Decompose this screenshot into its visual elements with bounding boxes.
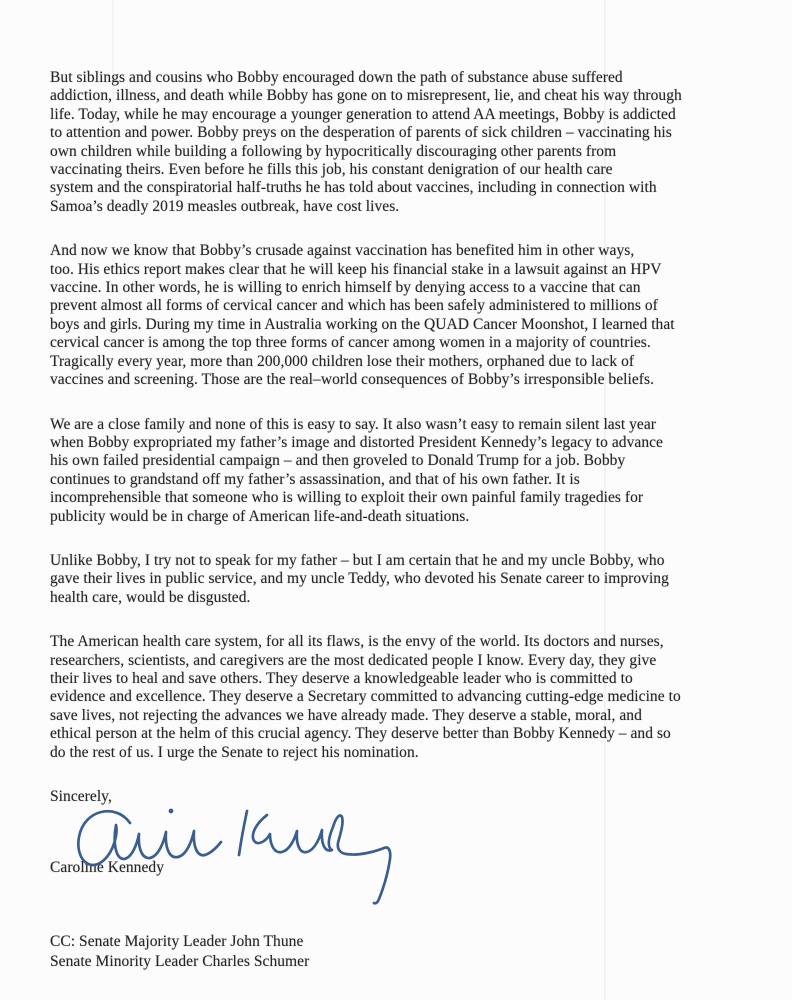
letter-line: own children while building a following by hypocritically discouraging other parents from bbox=[50, 142, 617, 160]
handwritten-signature-icon bbox=[66, 799, 412, 919]
letter-line: We are a close family and none of this is easy to say. It also wasn’t easy to remain silent last year bbox=[50, 415, 656, 433]
signed-name: Caroline Kennedy bbox=[50, 859, 164, 877]
letter-line: continues to grandstand off my father’s assassination, and that of his own father. It is bbox=[50, 470, 580, 488]
letter-line: cervical cancer is among the top three forms of cancer among women in a majority of countries. bbox=[50, 334, 651, 352]
paragraph bbox=[50, 69, 762, 216]
letter-line: And now we know that Bobby’s crusade against vaccination has benefited him in other ways, bbox=[50, 242, 635, 260]
letter-line: health care, would be disgusted. bbox=[50, 588, 251, 606]
letter-line: save lives, not rejecting the advances we have already made. They deserve a stable, moral, and bbox=[50, 706, 642, 724]
cc-line: Senate Minority Leader Charles Schumer bbox=[50, 952, 310, 970]
letter-line: vaccine. In other words, he is willing to enrich himself by denying access to a vaccine that can bbox=[50, 279, 641, 297]
letter-line: But siblings and cousins who Bobby encouraged down the path of substance abuse suffered bbox=[50, 69, 623, 86]
letter-line: researchers, scientists, and caregivers are the most dedicated people I know. Every day, they give bbox=[50, 651, 657, 669]
letter-line: evidence and excellence. They deserve a Secretary committed to advancing cutting-edge medicine to bbox=[50, 688, 681, 706]
letter-line: too. His ethics report makes clear that he will keep his financial stake in a lawsuit against an HPV bbox=[50, 260, 662, 278]
letter-line: ethical person at the helm of this crucial agency. They deserve better than Bobby Kennedy – and so bbox=[50, 725, 671, 743]
letter-line: Samoa’s deadly 2019 measles outbreak, have cost lives. bbox=[50, 197, 400, 215]
letter-body bbox=[50, 69, 762, 762]
paragraph bbox=[50, 552, 762, 607]
letter-line: incomprehensible that someone who is willing to exploit their own painful family tragedies for bbox=[50, 489, 644, 507]
letter-line: prevent almost all forms of cervical cancer and which has been safely administered to millions of bbox=[50, 297, 658, 315]
valediction: Sincerely, bbox=[50, 788, 112, 805]
letter-line: gave their lives in public service, and my uncle Teddy, who devoted his Senate career to improving bbox=[50, 570, 669, 588]
letter-line: when Bobby expropriated my father’s image and distorted President Kennedy’s legacy to advance bbox=[50, 433, 663, 451]
letter-line: boys and girls. During my time in Australia working on the QUAD Cancer Moonshot, I learned that bbox=[50, 315, 675, 333]
letter-line: vaccinating theirs. Even before he fills this job, his constant denigration of our health care bbox=[50, 161, 613, 179]
cc-block bbox=[50, 932, 762, 972]
letter-line: do the rest of us. I urge the Senate to reject his nomination. bbox=[50, 743, 419, 761]
paragraph bbox=[50, 242, 762, 389]
letter-line: addiction, illness, and death while Bobby has gone on to misrepresent, lie, and cheat his way through bbox=[50, 87, 682, 105]
letter-content bbox=[50, 69, 762, 972]
letter-line: their lives to heal and save others. They deserve a knowledgeable leader who is committed to bbox=[50, 669, 633, 687]
letter-line: system and the conspiratorial half-truths he has told about vaccines, including in connection with bbox=[50, 179, 657, 197]
paragraph bbox=[50, 633, 762, 762]
letter-line: publicity would be in charge of American life-and-death situations. bbox=[50, 507, 470, 525]
paragraph bbox=[50, 416, 762, 526]
letter-line: his own failed presidential campaign – and then groveled to Donald Trump for a job. Bobby bbox=[50, 452, 626, 470]
letter-line: life. Today, while he may encourage a younger generation to attend AA meetings, Bobby is addicted bbox=[50, 105, 676, 123]
cc-line: CC: Senate Majority Leader John Thune bbox=[50, 932, 304, 950]
letter-line: Tragically every year, more than 200,000 children lose their mothers, orphaned due to lack of bbox=[50, 352, 635, 370]
letter-line: Unlike Bobby, I try not to speak for my father – but I am certain that he and my uncle Bobby, who bbox=[50, 551, 665, 569]
signature-area bbox=[50, 806, 762, 859]
letter-line: to attention and power. Bobby preys on the desperation of parents of sick children – vaccinating his bbox=[50, 124, 672, 142]
letter-line: vaccines and screening. Those are the real–world consequences of Bobby’s irresponsible beliefs. bbox=[50, 371, 655, 389]
letter-line: The American health care system, for all its flaws, is the envy of the world. Its doctors and nurses, bbox=[50, 633, 664, 651]
